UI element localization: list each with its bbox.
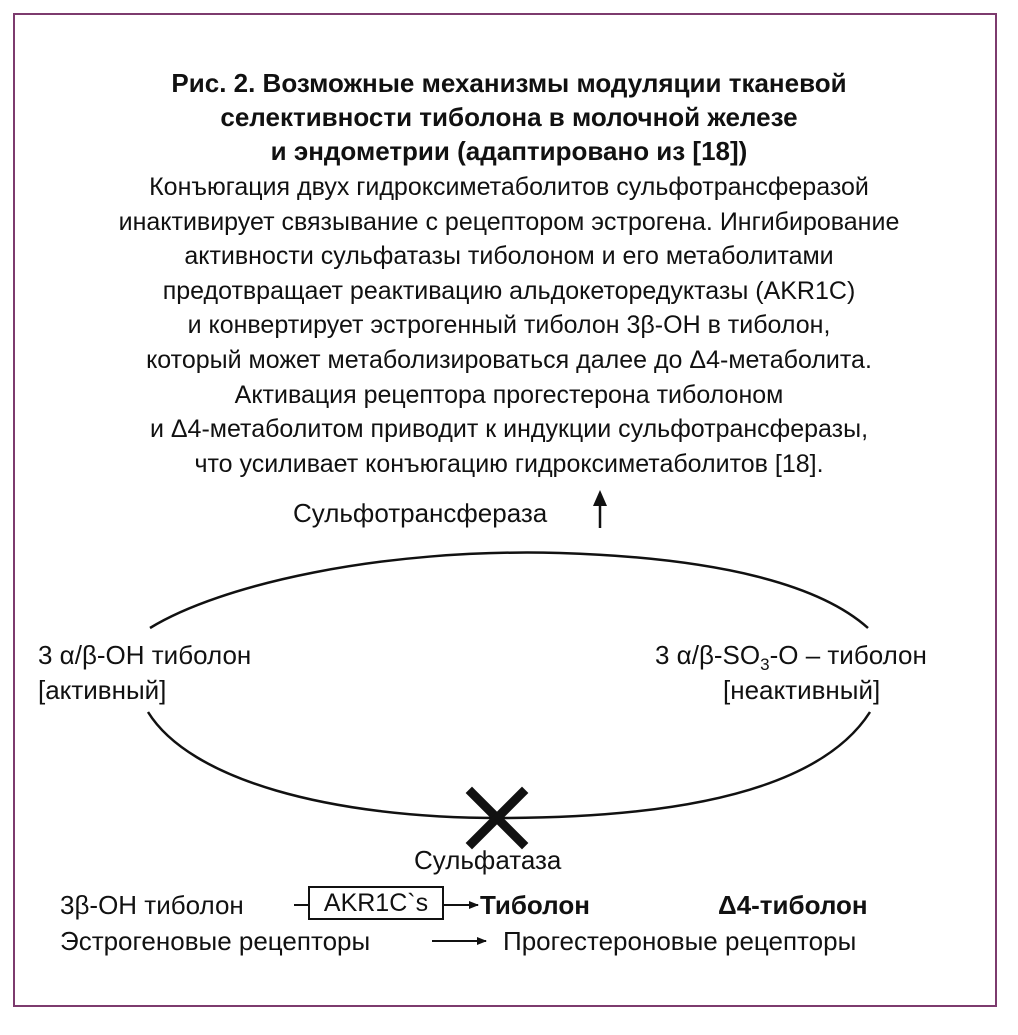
- pathway-source: 3β-OH тиболон: [60, 890, 244, 920]
- description-line-3: активности сульфатазы тиболоном и его метаболитами: [184, 242, 834, 271]
- sulfotransferase-arrowhead: [593, 490, 607, 506]
- pathway-metabolite: Δ4-тиболон: [718, 890, 868, 920]
- receptor-to: Прогестероновые рецепторы: [503, 926, 857, 956]
- description-line-2: инактивирует связывание с рецептором эстрогена. Ингибирование: [118, 207, 900, 236]
- description-line-5: и конвертирует эстрогенный тиболон 3β-OH в тиболон,: [187, 311, 831, 340]
- pathway-product: Тиболон: [480, 890, 590, 920]
- title-line-3: и эндометрии (адаптировано из [18]): [270, 136, 748, 166]
- left-node-name: 3 α/β-OH тиболон: [38, 640, 252, 670]
- cycle-arc-top: [150, 553, 868, 628]
- right-node-prefix: 3 α/β-SO: [655, 640, 761, 670]
- description-line-9: что усиливает конъюгацию гидроксиметаболитов [18].: [194, 449, 824, 478]
- description-line-6: который может метаболизироваться далее до Δ4-метаболита.: [146, 345, 872, 374]
- description-line-4: предотвращает реактивацию альдокеторедуктазы (AKR1C): [162, 276, 856, 305]
- sulfatase-label: Сульфатаза: [414, 845, 562, 875]
- enzyme-box: AKR1C`s: [308, 886, 444, 920]
- receptor-from: Эстрогеновые рецепторы: [60, 926, 371, 956]
- title-line-2: селективности тиболона в молочной железе: [220, 102, 798, 132]
- title-line-1: Рис. 2. Возможные механизмы модуляции тканевой: [171, 68, 847, 98]
- right-node-state: [неактивный]: [723, 675, 881, 705]
- left-node-state: [активный]: [38, 675, 167, 705]
- sulfotransferase-label: Сульфотрансфераза: [293, 498, 548, 528]
- description-line-8: и Δ4-метаболитом приводит к индукции сульфотрансферазы,: [149, 415, 869, 444]
- description-line-1: Конъюгация двух гидроксиметаболитов сульфотрансферазой: [149, 173, 869, 201]
- right-node-subscript: 3: [760, 655, 770, 675]
- right-node-suffix: -O – тиболон: [769, 640, 927, 670]
- description-line-7: Активация рецептора прогестерона тиболоном: [234, 380, 784, 409]
